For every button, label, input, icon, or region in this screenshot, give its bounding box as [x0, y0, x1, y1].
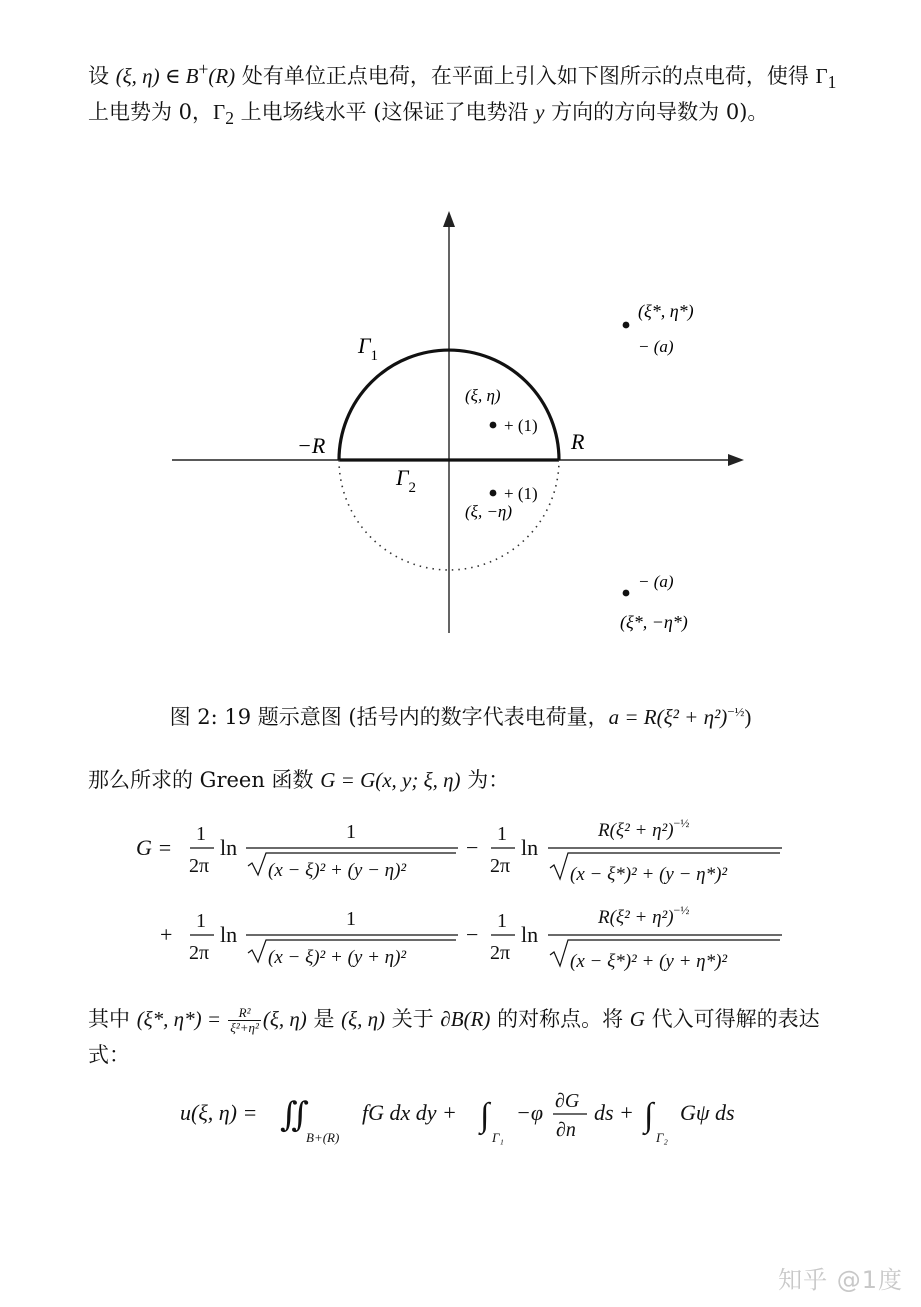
gamma2-symbol: Γ [213, 100, 226, 124]
intro-text-3: 处有单位正点电荷，在平面上引入如下图所示的点电荷，使得 [235, 64, 816, 88]
image-lower-value: − (a) [638, 572, 674, 591]
domain-argument: (R) [208, 64, 236, 88]
u-lhs: u(ξ, η) = [180, 1100, 258, 1125]
g-lhs: G = [136, 835, 173, 860]
image-upper-dot [623, 322, 630, 329]
domain-superscript: + [198, 59, 209, 79]
derivative-den: ∂n [556, 1119, 576, 1141]
figure-caption [0, 702, 921, 732]
radius-label: R [571, 429, 585, 454]
caption-suffix: ) [744, 705, 752, 729]
coef-2-num: 1 [497, 823, 507, 845]
caption-exponent: −½ [727, 704, 745, 719]
intro-paragraph [88, 58, 848, 130]
green-intro-text-2: 为： [460, 768, 510, 792]
symmetry-fraction-num: R² [228, 1006, 261, 1021]
symmetry-paragraph [88, 1001, 848, 1073]
green-function-equation [0, 808, 921, 992]
integral-1-icon: ∫ [480, 1097, 490, 1134]
symmetry-text-3: 关于 [385, 1007, 441, 1031]
neg-radius-label: −R [297, 433, 326, 458]
frac-4-den: (x − ξ*)² + (y + η*)² [570, 951, 728, 972]
green-intro [88, 762, 848, 798]
ln-2: ln [521, 835, 539, 860]
derivative-num: ∂G [555, 1090, 580, 1112]
caption-formula: a = R(ξ² + η²) [608, 705, 728, 729]
double-integral-icon: ∬ [280, 1097, 309, 1134]
gamma2-subscript-int: Γ₂ [656, 1130, 668, 1145]
integral-2-icon: ∫ [644, 1097, 654, 1134]
symmetry-fraction [228, 1006, 261, 1035]
symmetry-text-5: 代入可得解的表达式： [88, 1007, 820, 1067]
coef-3-num: 1 [196, 910, 206, 932]
charge-diagram [160, 195, 760, 655]
green-function-formula: G = G(x, y; ξ, η) [320, 768, 461, 792]
green-intro-text-1: 那么所求的 Green 函数 [88, 768, 321, 792]
element-of-symbol: ∈ [159, 64, 186, 88]
minus-2: − [466, 922, 479, 947]
gamma2-subscript: 2 [225, 108, 234, 129]
boundary-symbol: ∂B(R) [440, 1007, 491, 1031]
frac-3-num: 1 [346, 908, 356, 930]
image-lower-coord: (ξ*, −η*) [620, 612, 688, 632]
green-function-svg [0, 808, 921, 988]
gamma1-subscript: 1 [827, 72, 837, 93]
domain-symbol: B [185, 64, 199, 88]
term-2-post: ds + [594, 1100, 634, 1125]
intro-text-5: 上电场线水平 (这保证了电势沿 [233, 100, 536, 124]
ln-3: ln [220, 922, 238, 947]
gamma1-subscript-int: Γ₁ [492, 1130, 504, 1145]
x-axis-arrow-icon [728, 454, 744, 466]
term-2-pre: −φ [516, 1100, 544, 1125]
coef-4-den: 2π [490, 942, 511, 964]
term-3: Gψ ds [680, 1100, 735, 1125]
image-point-rhs: (ξ, η) [262, 1007, 307, 1031]
charge-lower-dot [490, 490, 497, 497]
coef-1-den: 2π [189, 855, 210, 877]
gamma1-label: $\Gamma_1$ [358, 333, 379, 364]
g-symbol: G [629, 1007, 645, 1031]
caption-prefix: 图 2: 19 题示意图 (括号内的数字代表电荷量， [169, 705, 609, 729]
symmetry-text-1: 其中 [88, 1007, 137, 1031]
charge-lower-value: + (1) [504, 484, 538, 503]
coef-2-den: 2π [490, 855, 511, 877]
image-lower-dot [623, 590, 630, 597]
symmetry-fraction-den: ξ²+η² [230, 1020, 259, 1035]
charge-upper-dot [490, 422, 497, 429]
gamma2-label: $\Gamma_2$ [396, 465, 417, 496]
source-point: (ξ, η) [341, 1007, 386, 1031]
image-upper-value: − (a) [638, 337, 674, 356]
charge-point: (ξ, η) [115, 64, 160, 88]
coef-1-num: 1 [196, 823, 206, 845]
charge-lower-coord: (ξ, −η) [465, 502, 513, 521]
symmetry-text-2: 是 [306, 1007, 342, 1031]
plus-1: + [160, 922, 173, 947]
solution-equation-svg [0, 1080, 921, 1152]
watermark: 知乎 @1度 [778, 1266, 903, 1294]
solution-equation [0, 1080, 921, 1156]
frac-3-den: (x − ξ)² + (y + η)² [268, 947, 407, 968]
frac-1-den: (x − ξ)² + (y − η)² [268, 860, 407, 881]
symmetry-text-4: 的对称点。将 [490, 1007, 630, 1031]
ln-1: ln [220, 835, 238, 860]
frac-1-num: 1 [346, 821, 356, 843]
frac-2-den: (x − ξ*)² + (y − η*)² [570, 864, 728, 885]
image-point-lhs: (ξ*, η*) = [136, 1007, 227, 1031]
y-variable: y [535, 100, 545, 124]
intro-text-4: 上电势为 0， [88, 100, 214, 124]
y-axis-arrow-icon [443, 211, 455, 227]
coef-4-num: 1 [497, 910, 507, 932]
term-1: fG dx dy + [362, 1100, 457, 1125]
ln-4: ln [521, 922, 539, 947]
charge-upper-value: + (1) [504, 416, 538, 435]
coef-3-den: 2π [189, 942, 210, 964]
intro-text-6: 方向的方向导数为 0)。 [544, 100, 769, 124]
frac-4-num: $R(\xi^2 + \eta^2)^{-\frac{1}{2}}$ [598, 903, 690, 928]
intro-text-1: 设 [88, 64, 116, 88]
minus-1: − [466, 835, 479, 860]
charge-upper-coord: (ξ, η) [465, 386, 501, 405]
image-upper-coord: (ξ*, η*) [638, 301, 694, 321]
gamma1-symbol: Γ [815, 64, 828, 88]
domain-subscript: B+(R) [306, 1130, 340, 1145]
frac-2-num: $R(\xi^2 + \eta^2)^{-\frac{1}{2}}$ [598, 816, 690, 841]
